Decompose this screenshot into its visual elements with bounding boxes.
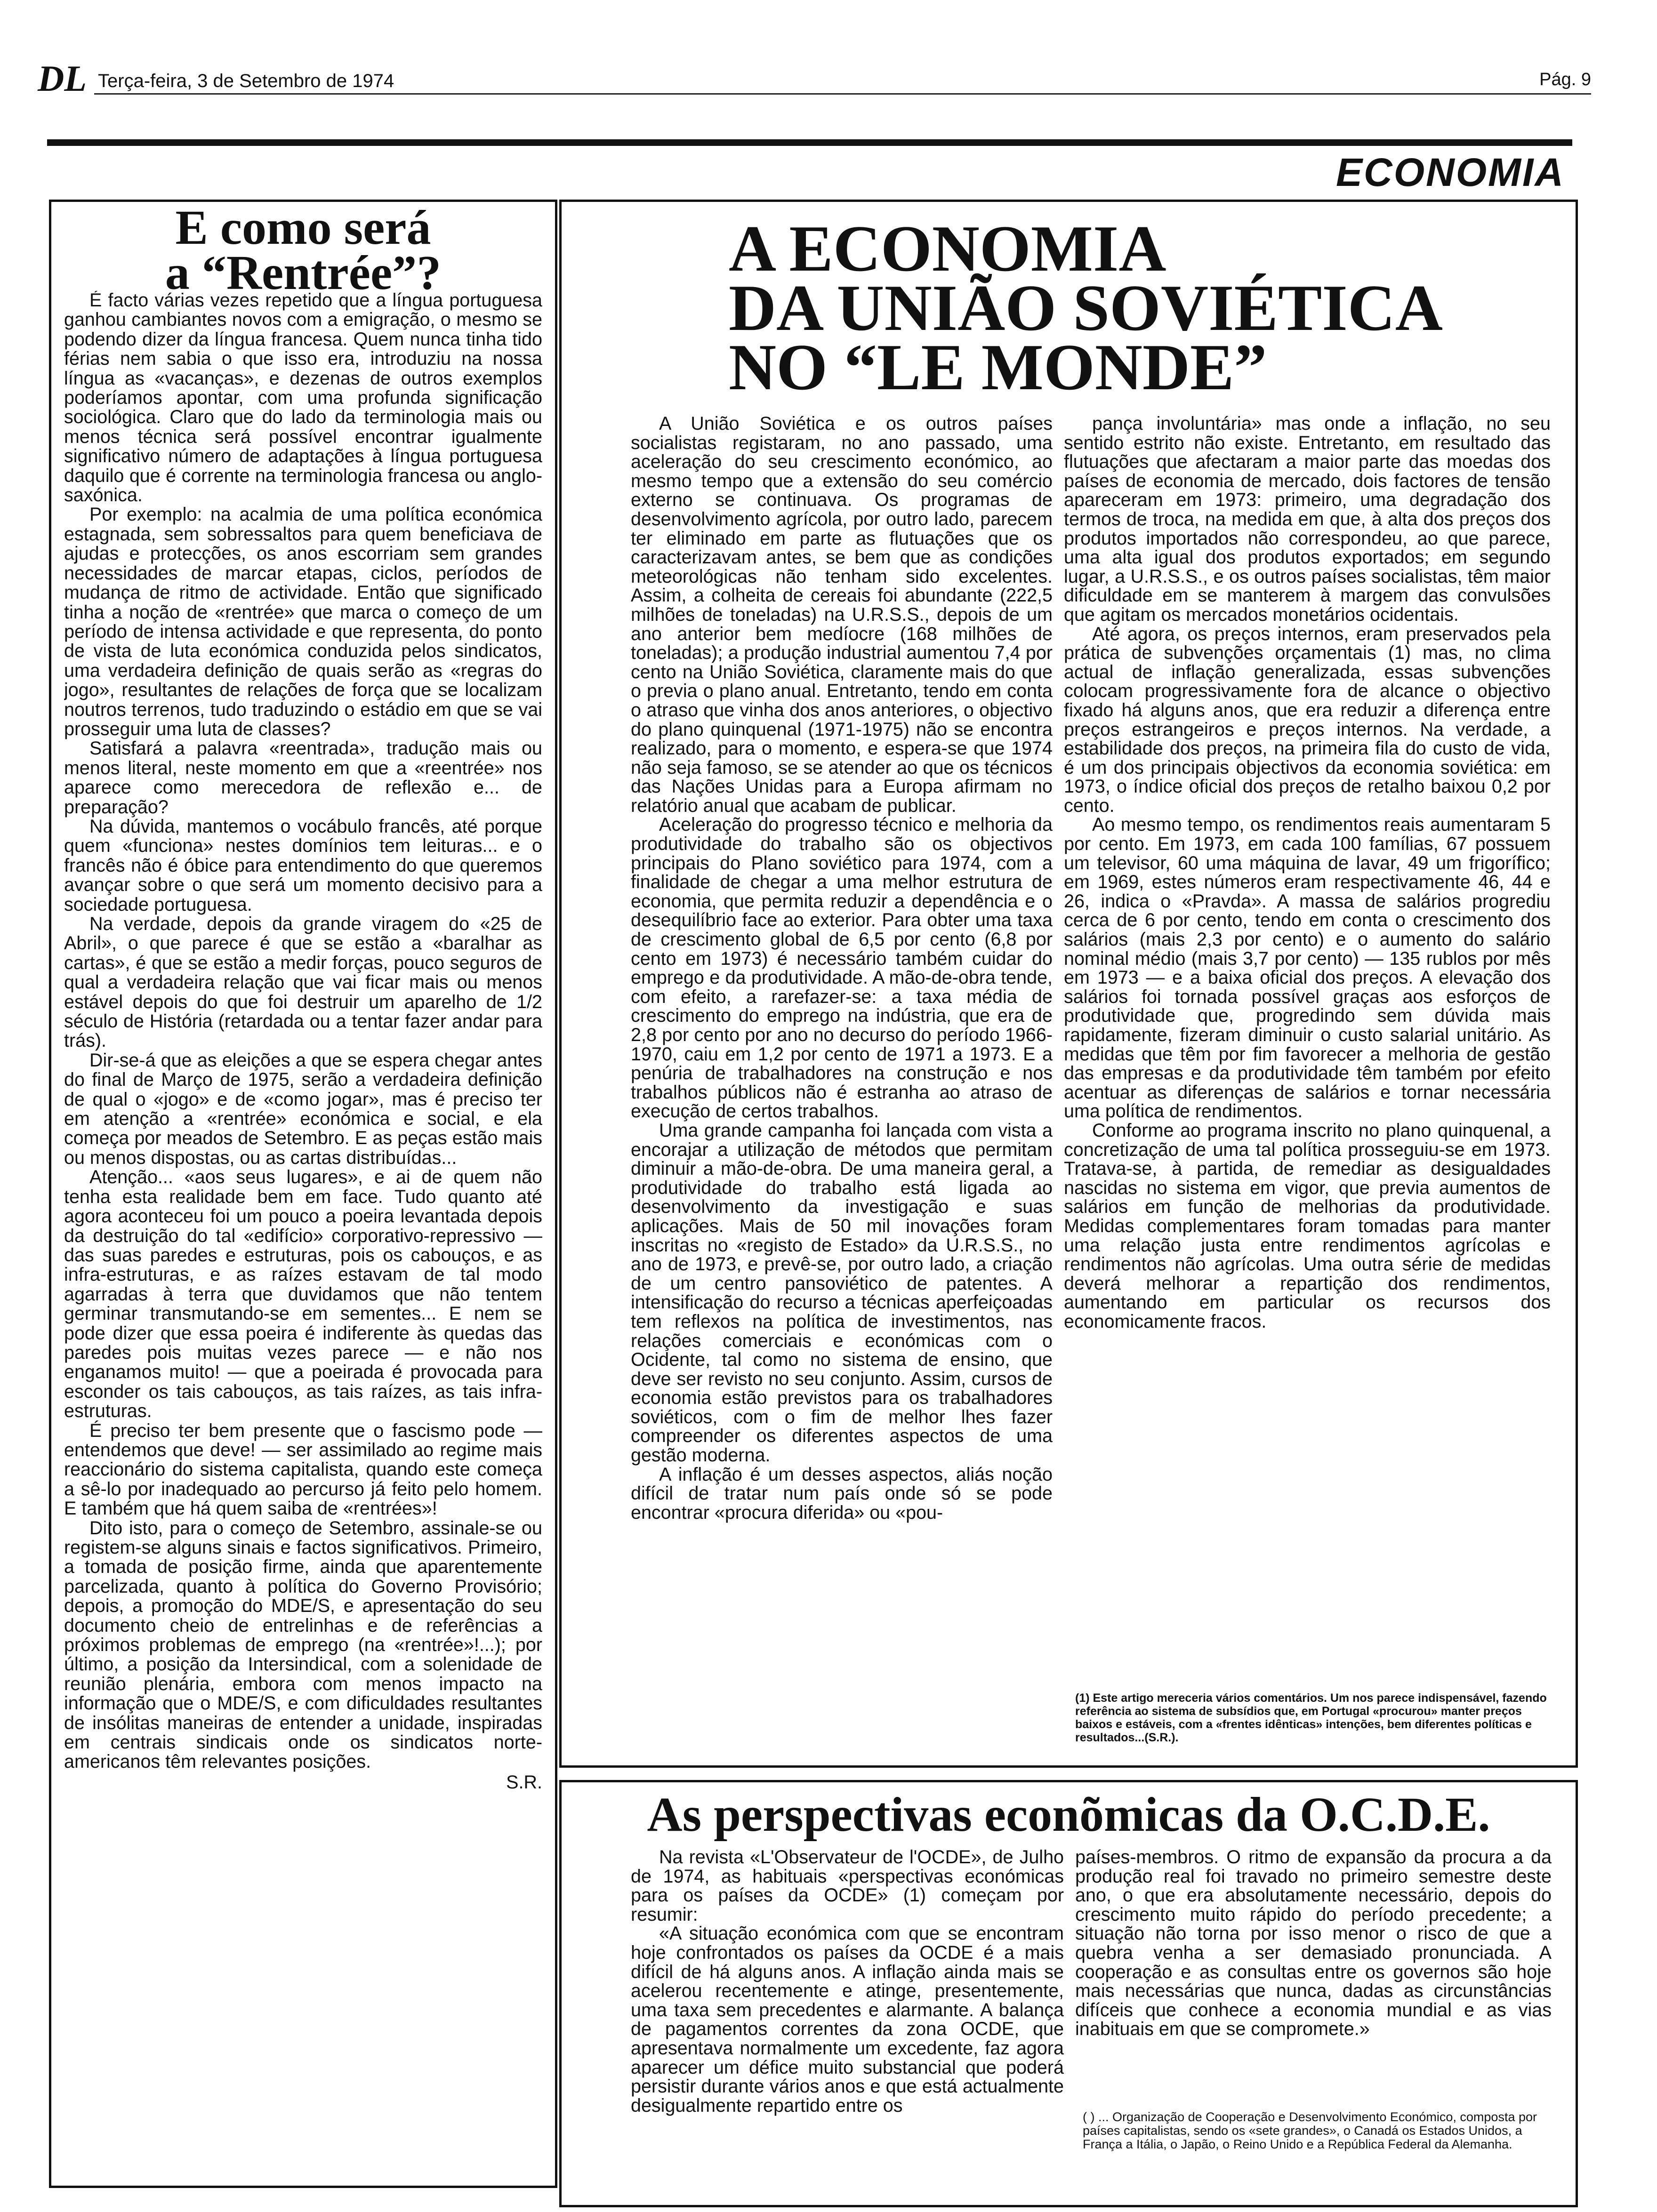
left-paragraph: Na verdade, depois da grande viragem do «25 de Abril», o que parece é que se estão a «baralhar as cartas», é que se estão a medir forças, pouco seguros de qual a verdadeira relação que vai ficar mais ou menos estável depois do que foi destruir um aparelho de 1/2 século de História (retardada ou a tentar fazer andar para trás).	[64, 914, 542, 1051]
soviet-article-title	[729, 212, 1538, 404]
section-label: ECONOMIA	[1336, 150, 1565, 194]
ocde-footnote	[1083, 2110, 1558, 2151]
left-paragraph: Satisfará a palavra «reentrada», tradução mais ou menos literal, neste momento em que a «reentrée» nos aparece como merecedora de reflexão e... de preparação?	[64, 738, 542, 817]
left-paragraph: É facto várias vezes repetido que a língua portuguesa ganhou cambiantes novos com a emigração, o mesmo se podendo dizer da língua francesa. Quem nunca tinha tido férias nem sabia o que isso era, introduziu na nossa língua as «vacanças», e dezenas de outros exemplos poderíamos apontar, com uma profunda significação sociológica. Claro que do lado da terminologia mais ou menos técnica será possível encontrar igualmente significativo número de adaptações à língua portuguesa daquilo que é corrente na terminologia francesa ou anglo-saxónica.	[64, 291, 542, 506]
soviet-paragraph: A inflação é um desses aspectos, aliás noção difícil de tratar num país onde só se pode encontrar «procura diferida» ou «pou-	[631, 1464, 1053, 1523]
newspaper-logo: DL	[38, 58, 87, 99]
soviet-title-line-1: A ECONOMIA	[729, 212, 1166, 285]
left-article-title	[49, 200, 557, 300]
header-rule	[94, 93, 1591, 95]
left-paragraph: Dito isto, para o começo de Setembro, assinale-se ou registem-se alguns sinais e factos significativos. Primeiro, a tomada de posição firme, ainda que aparentemente parcelizada, quanto à política do Governo Provisório; depois, a promoção do MDE/S, e apresentação do seu documento cheio de entrelinhas e de referências a próximos problemas de emprego (na «rentrée»!...); por último, a posição da Intersindical, com a solenidade de reunião plenária, embora com menos impacto na informação que o MDE/S, e com dificuldades resultantes de insólitas maneiras de entender a unidade, inspiradas em centrais sindicais onde os sindicatos norte-americanos têm relevantes posições.	[64, 1517, 542, 1772]
ocde-column-1	[631, 1848, 1064, 2205]
ocde-column-2	[1075, 1848, 1552, 2083]
page-number: Pág. 9	[1539, 70, 1591, 89]
ocde-paragraph: «A situação económica com que se encontram hoje confrontados os países da OCDE é a mais difícil de há alguns anos. A inflação ainda mais se acelerou recentemente e atinge, presentemente, uma taxa sem precedentes e alarmante. A balança de pagamentos correntes da zona OCDE, que apresentava normalmente um excedente, faz agora aparecer um défice muito substancial que poderá persistir durante vários anos e que está actualmente desigualmente repartido entre os	[631, 1923, 1064, 2116]
ocde-paragraph: Na revista «L'Observateur de l'OCDE», de Julho de 1974, as habituais «perspectivas económicas para os países da OCDE» (1) começam por resumir:	[631, 1848, 1064, 1925]
section-bar	[47, 139, 1572, 146]
left-paragraph: É preciso ter bem presente que o fascismo pode — entendemos que deve! — ser assimilado ao regime mais reaccionário do sistema capitalista, quando este começa a sê-lo por inadequado ao percurso já feito pelo homem. E também que há quem saiba de «rentrées»!	[64, 1420, 542, 1519]
left-paragraph: Por exemplo: na acalmia de uma política económica estagnada, sem sobressaltos para quem beneficiava de ajudas e protecções, os anos escorriam sem grandes necessidades de marcar etapas, ciclos, períodos de mudança de ritmo de actividade. Então que significado tinha a noção de «rentrée» que marca o começo de um período de intensa actividade e que representa, do ponto de vista de luta económica conduzida pelos sindicatos, uma verdadeira definição de quais serão as «regras do jogo», resultantes de relações de força que se localizam noutros terrenos, tudo traduzindo o estádio em que se vai prosseguir uma luta de classes?	[64, 504, 542, 739]
left-title-line-1: E como será	[175, 200, 431, 255]
left-paragraph: Dir-se-á que as eleições a que se espera chegar antes do final de Março de 1975, serão a verdadeira definição de qual o «jogo» e de «como jogar», mas é preciso ter em atenção a «rentrée» económica e social, e ela começa por meados de Setembro. E as peças estão mais ou menos dispostas, ou as cartas distribuídas...	[64, 1050, 542, 1168]
soviet-paragraph: Aceleração do progresso técnico e melhoria da produtividade do trabalho são os objectivos principais do Plano soviético para 1974, com a finalidade de chegar a uma melhor estrutura de economia, que permita reduzir a dependência e o desequilíbrio face ao exterior. Para obter uma taxa de crescimento global de 6,5 por cento (6,8 por cento em 1973) é necessário também cuidar do emprego e da produtividade. A mão-de-obra tende, com efeito, a rarefazer-se: a taxa média de crescimento do emprego na indústria, que era de 2,8 por cento por ano no decurso do período 1966-1970, caiu em 1,2 por cento de 1971 a 1973. E a penúria de trabalhadores na construção e nos trabalhos públicos não é estranha ao atraso de execução de certos trabalhos.	[631, 814, 1053, 1122]
soviet-paragraph: A União Soviética e os outros países socialistas registaram, no ano passado, uma aceleração do seu crescimento económico, ao mesmo tempo que a extensão do seu comércio externo se continuava. Os programas de desenvolvimento agrícola, por outro lado, parecem ter eliminado em parte as flutuações que os caracterizavam antes, se bem que as condições meteorológicas não tenham sido excelentes. Assim, a colheita de cereais foi abundante (222,5 milhões de toneladas) na U.R.S.S., depois de um ano anterior bem medíocre (168 milhões de toneladas); a produção industrial aumentou 7,4 por cento na União Soviética, claramente mais do que o previa o plano anual. Entretanto, tendo em conta o atraso que vinha dos anos anteriores, o objectivo do plano quinquenal (1971-1975) não se encontra realizado, para o momento, e espera-se que 1974 não seja famoso, se se atender ao que os técnicos das Nações Unidas para a Europa afirmam no relatório anual que acabam de publicar.	[631, 414, 1053, 816]
soviet-paragraph: Uma grande campanha foi lançada com vista a encorajar a utilização de métodos que permitam diminuir a mão-de-obra. De uma maneira geral, a produtividade do trabalho está ligada ao desenvolvimento da investigação e suas aplicações. Mais de 50 mil inovações foram inscritas no «registo de Estado» da U.R.S.S., no ano de 1973, e prevê-se, por outro lado, a criação de um centro pansoviético de patentes. A intensificação do recurso a técnicas aperfeiçoadas tem reflexos na política de investimentos, nas relações comerciais e económicas com o Ocidente, tal como no sistema de ensino, que deve ser revisto no seu conjunto. Assim, cursos de economia estão previstos para os trabalhadores soviéticos, com o fim de melhor lhes fazer compreender os diferentes aspectos de uma gestão moderna.	[631, 1120, 1053, 1466]
ocde-paragraph: países-membros. O ritmo de expansão da procura a da produção real foi travado no primeiro semestre deste ano, o que era absolutamente necessário, depois do crescimento muito rápido do período precedente; a situação não torna por isso menor o risco de que a quebra venha a ser demasiado pronunciada. A cooperação e as consultas entre os governos são hoje mais necessárias que nunca, dadas as circunstâncias difíceis que conhece a economia mundial e as vias inabituais em que se compromete.»	[1075, 1848, 1552, 2040]
soviet-footnote-text: (1) Este artigo mereceria vários comentários. Um nos parece indispensável, fazendo referência ao sistema de subsídios que, em Portugal «procurou» manter preços baixos e estáveis, com a «frentes idênticas» intenções, bem diferentes políticas e resultados...(S.R.).	[1075, 1691, 1547, 1744]
soviet-column-2	[1064, 414, 1551, 1690]
soviet-title-line-2: DA UNIÃO SOVIÉTICA	[729, 272, 1443, 345]
soviet-column-1	[631, 414, 1053, 1722]
left-article-signature: S.R.	[506, 1771, 542, 1793]
left-paragraph: Atenção... «aos seus lugares», e ai de quem não tenha esta realidade bem em face. Tudo quanto até agora aconteceu foi um pouco a poeira levantada depois da destruição do tal «edifício» corporativo-repressivo — das suas paredes e estruturas, pois os cabouços, e as infra-estruturas, e as raízes estavam de tal modo agarradas à terra que duvidamos que não tentem germinar transmutando-se em sementes... E nem se pode dizer que essa poeira é indiferente às quedas das paredes pois muitas vezes parece — e não nos enganamos muito! — que a poeirada é provocada para esconder os tais cabouços, as tais raízes, as tais infra-estruturas.	[64, 1167, 542, 1422]
soviet-paragraph: Conforme ao programa inscrito no plano quinquenal, a concretização de uma tal política prosseguiu-se em 1973. Tratava-se, à partida, de remediar as desigualdades nascidas no sistema em vigor, que previa aumentos de salários em função de melhorias da produtividade. Medidas complementares foram tomadas para manter uma relação justa entre rendimentos agrícolas e rendimentos não agrícolas. Uma outra série de medidas deverá melhorar a repartição dos rendimentos, aumentando em particular os recursos dos economicamente fracos.	[1064, 1120, 1551, 1332]
left-title-line-2: a “Rentrée”?	[165, 246, 442, 300]
soviet-paragraph: pança involuntária» mas onde a inflação, no seu sentido estrito não existe. Entretanto, em resultado das flutuações que afectaram a maior parte das moedas dos países de economia de mercado, dois factores de tensão apareceram em 1973: primeiro, uma degradação dos termos de troca, na medida em que, à alta dos preços dos produtos importados não correspondeu, ao que parece, uma alta igual dos produtos exportados; em segundo lugar, a U.R.S.S., e os outros países socialistas, têm maior dificuldade em se manterem à margem das convulsões que agitam os mercados monetários ocidentais.	[1064, 414, 1551, 625]
soviet-paragraph: Até agora, os preços internos, eram preservados pela prática de subvenções orçamentais (1) mas, no clima actual de inflação generalizada, essas subvenções colocam progressivamente fora de alcance o objectivo fixado há alguns anos, que era reduzir a diferença entre preços estrangeiros e preços internos. Na verdade, a estabilidade dos preços, na primeira fila do custo de vida, é um dos principais objectivos da economia soviética: em 1973, o índice oficial dos preços de retalho baixou 0,2 por cento.	[1064, 623, 1551, 816]
soviet-title-line-3: NO “LE MONDE”	[729, 331, 1267, 404]
left-paragraph: Na dúvida, mantemos o vocábulo francês, até porque quem «funciona» nestes domínios tem leituras... e o francês não é óbice para entendimento do que queremos avançar sobre o que será um momento decisivo para a sociedade portuguesa.	[64, 816, 542, 915]
soviet-paragraph: Ao mesmo tempo, os rendimentos reais aumentaram 5 por cento. Em 1973, em cada 100 famílias, 67 possuem um televisor, 60 uma máquina de lavar, 49 um frigorífico; em 1969, estes números eram respectivamente 46, 44 e 26, indica o «Pravda». A massa de salários progrediu cerca de 6 por cento, tendo em conta o crescimento dos salários (mais 2,3 por cento) e o aumento do salário nominal médio (mais 3,7 por cento) — 135 rublos por mês em 1973 — e a baixa oficial dos preços. A elevação dos salários foi tornada possível graças aos esforços de produtividade que, progredindo sem dúvida mais rapidamente, fizeram diminuir o custo salarial unitário. As medidas que têm por fim favorecer a melhoria de gestão das empresas e da produtividade têm também por efeito acentuar as diferenças de salários e tornar necessária uma política de rendimentos.	[1064, 814, 1551, 1122]
ocde-article-title: As perspectivas econõmicas da O.C.D.E.	[647, 1787, 1490, 1842]
ocde-footnote-text: ( ) ... Organização de Cooperação e Desenvolvimento Económico, composta por países capitalistas, sendo os «sete grandes», o Canadá os Estados Unidos, a França a Itália, o Japão, o Reino Unido e a República Federal da Alemanha.	[1083, 2110, 1537, 2151]
header-date: Terça-feira, 3 de Setembro de 1974	[98, 71, 394, 91]
left-article-body	[64, 291, 542, 2178]
soviet-footnote	[1075, 1691, 1551, 1744]
